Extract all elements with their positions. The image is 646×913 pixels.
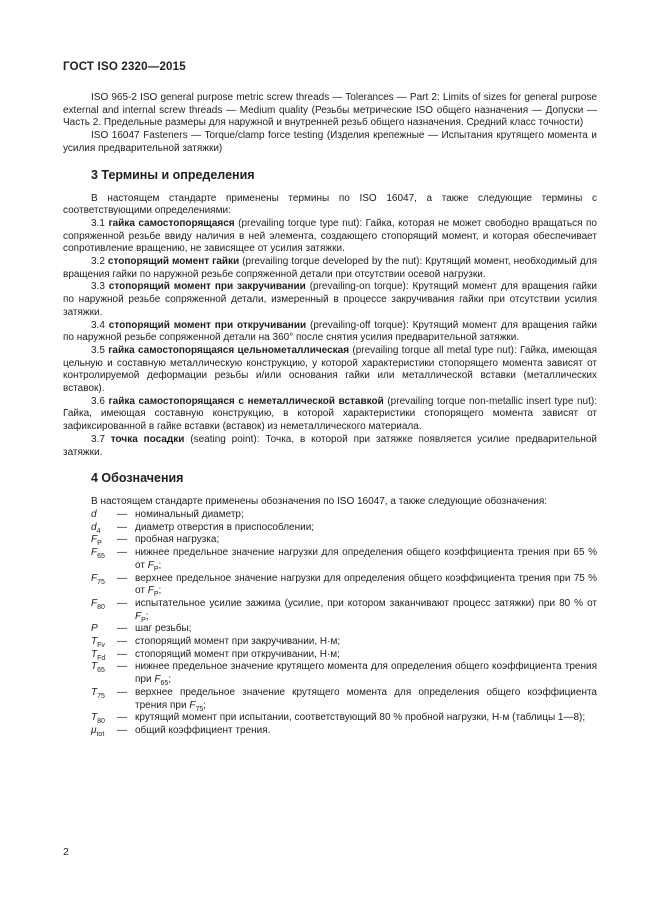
term-3-7: 3.7 точка посадки (seating point): Точка, в которой при затяжке появляется усилие предварительной затяжки. [63,433,597,458]
term-3-3: 3.3 стопорящий момент при закручивании (prevailing-on torque): Крутящий момент для вращения гайки по наружной резьбе сопряженной детали, измеренный в процессе закручивания гайки при отсутствии усилия затяжки. [63,281,597,318]
symbol-row: $T_{65}$ — нижнее предельное значение крутящего момента для определения общего коэффициента трения при $F_{65}$; [91,661,597,688]
symbol-row: $T_{80}$ — крутящий момент при испытании, соответствующий 80 % пробной нагрузки, Н·м (таблицы 1—8); [91,712,586,726]
symbol-row: $F_{65}$ — нижнее предельное значение нагрузки для определения общего коэффициента трения при 65 % от $F_P$; [91,547,597,573]
symbol-row: $\mu_{tot}$ — общий коэффициент трения. [91,724,271,738]
symbol-row: $T_{Fv}$ — стопорящий момент при закручивании, Н·м; [91,636,341,650]
symbol-row: $F_{75}$ — верхнее предельное значение нагрузки для определения общего коэффициента трения при 75 % от $F_P$; [91,572,597,599]
page-body [63,92,597,738]
reference-iso-965-2: ISO 965-2 ISO general purpose metric screw threads — Tolerances — Part 2: Limits of sizes for general purpose external and internal screw threads — Medium quality (Резьбы метрические ISO общего назначения — Допуски — Часть 2. Предельные размеры для наружной и внутренней резьб общего назначения. Средний класс точности) [63,92,597,129]
symbol-row: P — шаг резьбы; [91,623,192,635]
section-4-heading: 4 Обозначения [91,471,184,486]
reference-iso-16047: ISO 16047 Fasteners — Torque/clamp force testing (Изделия крепежные — Испытания крутящего момента и усилия предварительной затяжки) [63,130,597,154]
symbol-row: $d_4$ — диаметр отверстия в приспособлении; [91,521,315,535]
symbol-row: $F_P$ — пробная нагрузка; [91,534,220,548]
term-3-1: 3.1 гайка самостопорящаяся (prevailing torque type nut): Гайка, которая не может свободно вращаться по сопряженной резьбе ввиду наличия в ней элемента, создающего стопорящий момент, и которая обеспечивает сопротивление вращению, не зависящее от усилия затяжки. [63,217,597,255]
term-3-6: 3.6 гайка самостопорящаяся с неметаллической вставкой (prevailing torque non-metallic insert type nut): Гайка, имеющая составную конструкцию, в которой характеристики стопорящего момента зависят от зафиксированной в гайке вставки (вставок) из неметаллического материала. [63,395,597,433]
document-header: ГОСТ ISO 2320—2015 [63,61,186,73]
symbol-row: $T_{Fd}$ — стопорящий момент при откручивании, Н·м; [91,648,340,662]
section-4-intro: В настоящем стандарте применены обозначения по ISO 16047, а также следующие обозначения: [91,496,548,508]
section-3-intro: В настоящем стандарте применены термины по ISO 16047, а также следующие термины с соответствующими определениями: [63,192,597,217]
term-3-4: 3.4 стопорящий момент при откручивании (prevailing-off torque): Крутящий момент для вращения гайки по наружной резьбе сопряженной детали на 360° после снятия усилия предварительной затяжки. [63,319,597,344]
page-number: 2 [63,846,69,858]
symbol-row: $F_{80}$ — испытательное усилие зажима (усилие, при котором заканчивают процесс затяжки) при 80 % от $F_P$; [91,597,597,624]
term-3-5: 3.5 гайка самостопорящаяся цельнометаллическая (prevailing torque all metal type nut): Гайка, имеющая цельную и составную металлическую конструкцию, у которой характеристики стопорящего момента зависят от контролируемой деформации резьбы и/или основания гайки или металлической вставки (металлических вставок). [63,344,598,395]
section-3-heading: 3 Термины и определения [91,167,255,182]
term-3-2: 3.2 стопорящий момент гайки (prevailing torque developed by the nut): Крутящий момент, необходимый для вращения гайки по наружной резьбе сопряженной детали при отсутствии осевой нагрузки. [63,256,598,280]
symbol-row: $T_{75}$ — верхнее предельное значение крутящего момента для определения общего коэффициента трения при $F_{75}$; [91,686,597,713]
symbol-row: d — номинальный диаметр; [91,508,244,520]
